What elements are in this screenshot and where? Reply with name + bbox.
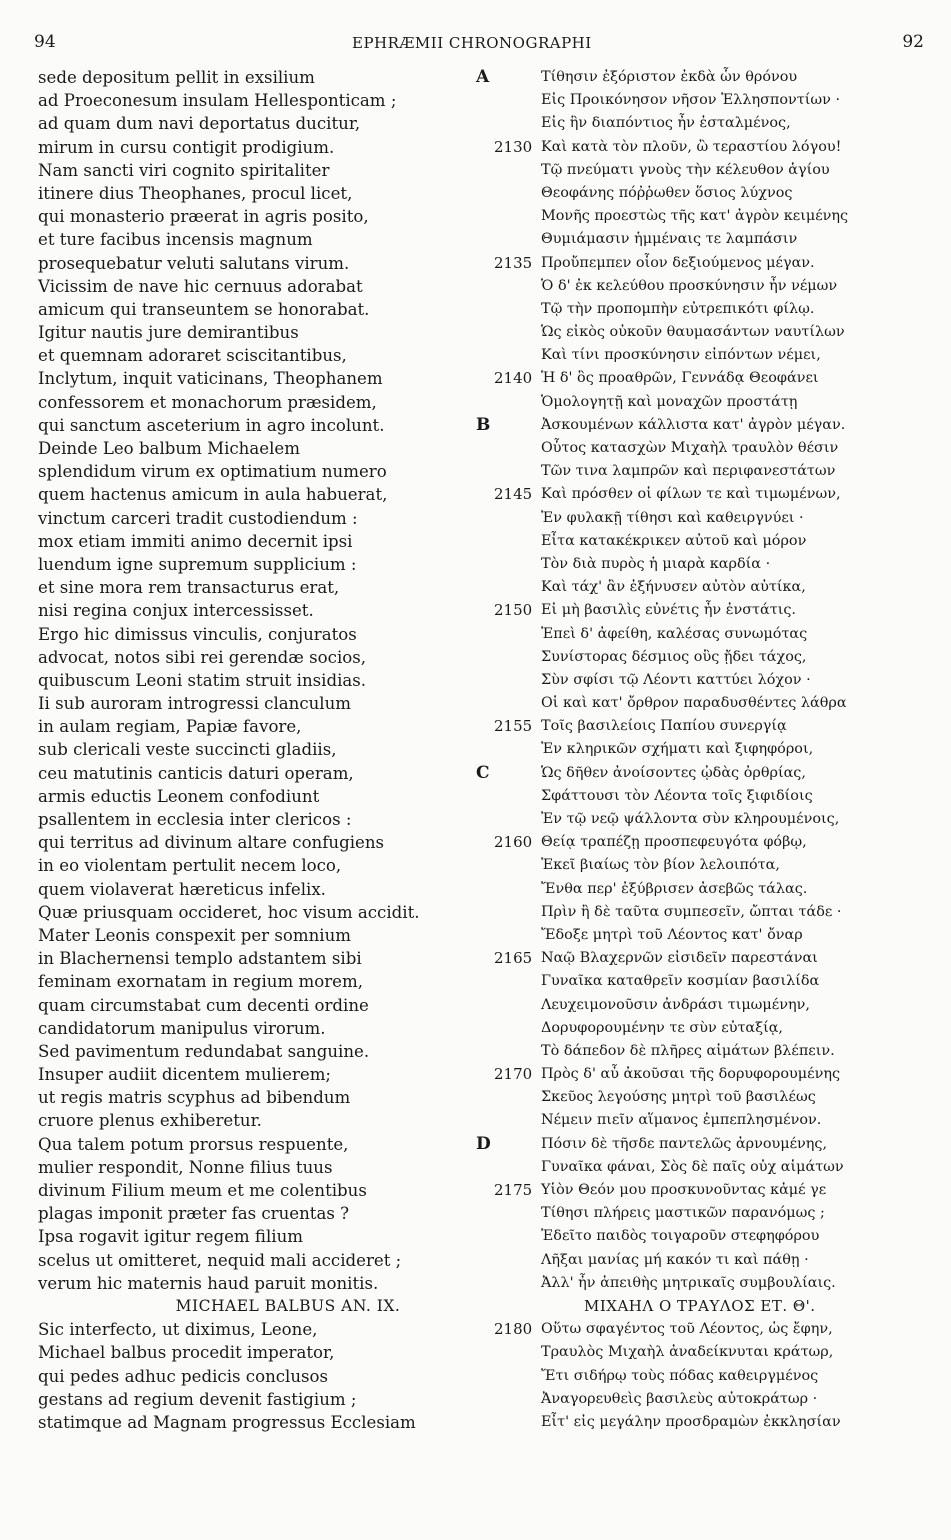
greek-verse-text: Εἶτα κατακέκρικεν αὐτοῦ καὶ μόρον <box>541 532 807 549</box>
latin-line: et ture facibus incensis magnum <box>38 230 313 250</box>
greek-verse-text: Ἐδεῖτο παιδὸς τοιγαροῦν στεφηφόρου <box>541 1228 820 1245</box>
greek-line <box>494 437 934 460</box>
latin-line: Qua talem potum prorsus respuente, <box>38 1134 349 1154</box>
greek-verse-text: Ἔτι σιδήρῳ τοὺς πόδας καθειργμένος <box>541 1367 819 1384</box>
greek-verse-text: Ἀσκουμένων κάλλιστα κατ' ἀγρὸν μέγαν. <box>541 416 846 433</box>
latin-line: prosequebatur veluti salutans virum. <box>38 253 350 273</box>
greek-line <box>494 1156 934 1179</box>
latin-line: qui territus ad divinum altare confugiens <box>38 833 385 853</box>
greek-verse-text: Ἐπεὶ δ' ἀφείθη, καλέσας συνωμότας <box>541 625 808 642</box>
greek-verse-text: Ἀναγορευθεὶς βασιλεὺς αὐτοκράτωρ · <box>541 1390 818 1407</box>
greek-line <box>494 901 934 924</box>
greek-verse-text: Σκεῦος λεγούσης μητρὶ τοῦ βασιλέως <box>541 1089 816 1106</box>
greek-verse-text: Ἀλλ' ἦν ἀπειθὴς μητρικαῖς συμβουλίαις. <box>541 1274 836 1291</box>
latin-line: quam circumstabat cum decenti ordine <box>38 995 369 1015</box>
latin-line: ad quam dum navi deportatus ducitur, <box>38 114 361 134</box>
latin-line: statimque ad Magnam progressus Ecclesiam <box>38 1412 416 1432</box>
greek-line <box>494 970 934 993</box>
greek-line <box>494 1388 934 1411</box>
greek-verse-text: Καὶ πρόσθεν οἱ φίλων τε καὶ τιμωμένων, <box>541 486 841 503</box>
latin-line: mox etiam immiti animo decernit ipsi <box>38 531 353 551</box>
greek-verse-text: Πόσιν δὲ τῆσδε παντελῶς ἀρνουμένης, <box>541 1135 828 1152</box>
greek-verse-text: Λευχειμονοῦσιν ἀνδράσι τιμωμένην, <box>541 996 810 1013</box>
greek-line <box>494 831 934 854</box>
greek-line <box>476 1133 934 1156</box>
running-title: EPHRÆMII CHRONOGRAPHI <box>352 34 592 52</box>
greek-line <box>494 275 934 298</box>
margin-letter: C <box>476 762 490 783</box>
greek-line <box>494 994 934 1017</box>
latin-line: Ergo hic dimissus vinculis, conjuratos <box>38 624 357 644</box>
greek-line <box>494 947 934 970</box>
latin-line: Vicissim de nave hic cernuus adorabat <box>38 276 363 296</box>
latin-line: psallentem in ecclesia inter clericos : <box>38 810 352 829</box>
latin-line: quem violaverat hæreticus infelix. <box>38 879 326 899</box>
greek-line <box>494 715 934 738</box>
greek-verse-text: Καὶ τάχ' ἂν ἐξήνυσεν αὐτὸν αὐτίκα, <box>541 579 806 596</box>
latin-line: in aulam regiam, Papiæ favore, <box>38 717 302 737</box>
greek-line <box>494 159 934 182</box>
latin-line: Inclytum, inquit vaticinans, Theophanem <box>38 369 383 389</box>
greek-line <box>494 1202 934 1225</box>
margin-letter: D <box>476 1133 491 1154</box>
greek-line <box>494 1411 934 1434</box>
greek-line <box>494 1365 934 1388</box>
line-number: 2160 <box>494 833 533 852</box>
greek-line <box>494 367 934 390</box>
greek-line <box>494 553 934 576</box>
greek-verse-text: Ἐκεῖ βιαίως τὸν βίον λελοιπότα, <box>541 857 780 874</box>
greek-verse-text: Εἰ μὴ βασιλὶς εὐνέτις ἦν ἐνστάτις. <box>541 602 796 619</box>
latin-line: advocat, notos sibi rei gerendæ socios, <box>38 647 367 667</box>
latin-line: ad Proeconesum insulam Hellesponticam ; <box>38 91 397 111</box>
greek-line <box>494 136 934 159</box>
latin-line: Ipsa rogavit igitur regem filium <box>38 1227 304 1247</box>
greek-verse-text: Οὕτω σφαγέντος τοῦ Λέοντος, ὡς ἔφην, <box>541 1321 833 1338</box>
greek-verse-text: Τίθησιν ἐξόριστον ἐκδὰ ὧν θρόνου <box>541 69 798 85</box>
greek-line <box>494 182 934 205</box>
greek-column <box>476 66 934 1434</box>
greek-verse-text: Δορυφορουμένην τε σὺν εὐταξίᾳ, <box>541 1019 784 1036</box>
greek-line <box>494 1063 934 1086</box>
greek-verse-text: Τῷ πνεύματι γνοὺς τὴν κέλευθον ἁγίου <box>541 161 830 178</box>
greek-verse-text: Πρὶν ἢ δὲ ταῦτα συμπεσεῖν, ὤπται τάδε · <box>541 903 842 920</box>
greek-line <box>494 808 934 831</box>
greek-line <box>494 1017 934 1040</box>
latin-line: Sed pavimentum redundabat sanguine. <box>38 1041 370 1061</box>
greek-verse-text: Τὸν διὰ πυρὸς ἡ μιαρὰ καρδία · <box>541 555 771 572</box>
greek-verse-text: Ὡς εἰκὸς οὐκοῦν θαυμασάντων ναυτίλων <box>541 324 845 341</box>
latin-line: Mater Leonis conspexit per somnium <box>38 925 352 945</box>
greek-line <box>494 321 934 344</box>
greek-verse-text: Τῷ τὴν προπομπὴν εὐτρεπικότι φίλῳ. <box>541 300 815 317</box>
greek-verse-text: Ἡ δ' ὃς προαθρῶν, Γεννάδᾳ Θεοφάνει <box>541 370 819 387</box>
latin-line: Sic interfecto, ut diximus, Leone, <box>38 1320 318 1340</box>
greek-verse-text: Τὸ δάπεδον δὲ πλῆρες αἱμάτων βλέπειν. <box>541 1042 835 1059</box>
line-number: 2130 <box>494 137 533 156</box>
greek-line <box>494 1341 934 1364</box>
greek-verse-text: Προὔπεμπεν οἷον δεξιούμενος μέγαν. <box>541 254 815 271</box>
greek-verse-text: Ὡς δῆθεν ἀνοίσοντες ᾠδὰς ὀρθρίας, <box>541 764 806 781</box>
latin-line: ceu matutinis canticis daturi operam, <box>38 763 354 783</box>
latin-line: Deinde Leo balbum Michaelem <box>38 439 300 458</box>
greek-verse-text: Εἶτ' εἰς μεγάλην προσδραμὼν ἐκκλησίαν <box>541 1413 841 1430</box>
greek-verse-text: Λῆξαι μανίας μή κακόν τι καὶ πάθῃ · <box>541 1251 809 1268</box>
greek-verse-text: Υἱὸν Θεόν μου προσκυνοῦντας κἀμέ γε <box>541 1182 827 1198</box>
greek-verse-text: Οὗτος κατασχὼν Μιχαὴλ τραυλὸν θέσιν <box>541 440 839 456</box>
greek-line <box>494 205 934 228</box>
latin-line: Quæ priusquam occideret, hoc visum accidit. <box>38 902 420 922</box>
page-header <box>34 32 924 56</box>
greek-verse-text: Ἔδοξε μητρὶ τοῦ Λέοντος κατ' ὄναρ <box>541 926 803 943</box>
latin-line: amicum qui transeuntem se honorabat. <box>38 299 370 319</box>
line-number: 2155 <box>494 717 533 736</box>
line-number: 2135 <box>494 253 533 272</box>
latin-line: sede depositum pellit in exsilium <box>38 68 315 87</box>
greek-verse-text: Εἰς ἣν διαπόντιος ἦν ἐσταλμένος, <box>541 115 791 132</box>
latin-line: Insuper audiit dicentem mulierem; <box>38 1065 332 1085</box>
greek-line <box>476 762 934 785</box>
greek-line <box>494 692 934 715</box>
greek-verse-text: ΜΙΧΑΗΛ Ο ΤΡΑΥΛΟΣ ΕΤ. Θ'. <box>584 1296 816 1315</box>
greek-line <box>494 507 934 530</box>
latin-line: splendidum virum ex optimatium numero <box>38 462 387 482</box>
line-number: 2170 <box>494 1065 533 1084</box>
latin-line: mulier respondit, Nonne filius tuus <box>38 1157 333 1177</box>
greek-line <box>494 391 934 414</box>
greek-line <box>494 576 934 599</box>
latin-line: Igitur nautis jure demirantibus <box>38 323 299 343</box>
greek-line <box>476 66 934 89</box>
latin-line: sub clericali veste succincti gladiis, <box>38 740 337 760</box>
greek-verse-text: Ὁμολογητῇ καὶ μοναχῶν προστάτῃ <box>541 393 798 410</box>
greek-line <box>494 1109 934 1132</box>
line-number: 2145 <box>494 485 533 504</box>
greek-line <box>494 1249 934 1272</box>
line-number: 2175 <box>494 1181 533 1199</box>
greek-line <box>494 646 934 669</box>
greek-line <box>494 669 934 692</box>
margin-letter: B <box>476 414 491 435</box>
greek-verse-text: Τραυλὸς Μιχαὴλ ἀναδείκνυται κράτωρ, <box>541 1344 834 1361</box>
greek-verse-text: Εἰς Προικόνησον νῆσον Ἑλλησποντίων · <box>541 92 841 109</box>
latin-line: vinctum carceri tradit custodiendum : <box>38 508 358 528</box>
greek-line <box>494 1086 934 1109</box>
greek-line <box>494 112 934 135</box>
page-number-left: 94 <box>34 32 56 52</box>
greek-line <box>494 1225 934 1248</box>
latin-line: in Blachernensi templo adstantem sibi <box>38 949 362 969</box>
greek-line <box>494 228 934 251</box>
greek-verse-text: Συνίστορας δέσμιος οὓς ᾔδει τάχος, <box>541 648 807 665</box>
latin-line: armis eductis Leonem confodiunt <box>38 786 320 806</box>
line-number: 2180 <box>494 1320 533 1339</box>
latin-line: mirum in cursu contigit prodigium. <box>38 137 335 157</box>
latin-line: et quemnam adoraret sciscitantibus, <box>38 346 347 366</box>
latin-line: luendum igne supremum supplicium : <box>38 554 357 574</box>
latin-line: Ii sub auroram introgressi clanculum <box>38 694 352 714</box>
greek-verse-text: Μονῆς προεστὼς τῆς κατ' ἀγρὸν κειμένης <box>541 208 849 225</box>
greek-line <box>494 623 934 646</box>
greek-line <box>494 252 934 275</box>
greek-verse-text: Ναῷ Βλαχερνῶν εἰσιδεῖν παρεστάναι <box>541 950 818 967</box>
greek-line <box>494 1272 934 1295</box>
latin-line: confessorem et monachorum præsidem, <box>38 392 377 412</box>
latin-line: quem hactenus amicum in aula habuerat, <box>38 485 388 505</box>
latin-line: Nam sancti viri cognito spiritaliter <box>38 160 330 180</box>
greek-verse-text: Σὺν σφίσι τῷ Λέοντι καττύει λόχον · <box>541 671 811 688</box>
latin-line: ut regis matris scyphus ad bibendum <box>38 1088 351 1108</box>
page-number-right: 92 <box>902 32 924 52</box>
latin-line: candidatorum manipulus virorum. <box>38 1018 326 1038</box>
latin-column <box>38 66 468 1434</box>
greek-line <box>494 878 934 901</box>
greek-verse-text: Σφάττουσι τὸν Λέοντα τοῖς ξιφιδίοις <box>541 787 813 804</box>
greek-verse-text: Ἔνθα περ' ἐξύβρισεν ἀσεβῶς τάλας. <box>541 880 808 897</box>
latin-line: gestans ad regium devenit fastigium ; <box>38 1389 357 1409</box>
greek-verse-text: Ἐν τῷ νεῷ ψάλλοντα σὺν κληρουμένοις, <box>541 811 840 827</box>
greek-line <box>494 460 934 483</box>
latin-line: et sine mora rem transacturus erat, <box>38 578 340 598</box>
latin-line: scelus ut omitteret, nequid mali accideret ; <box>38 1250 402 1270</box>
latin-line: divinum Filium meum et me colentibus <box>38 1181 367 1200</box>
greek-line <box>494 530 934 553</box>
latin-line: qui sanctum asceterium in agro incolunt. <box>38 415 385 435</box>
greek-line <box>494 785 934 808</box>
greek-line <box>494 1179 934 1202</box>
greek-verse-text: Γυναῖκα φάναι, Σὸς δὲ παῖς οὐχ αἱμάτων <box>541 1158 844 1175</box>
latin-line: qui monasterio præerat in agris posito, <box>38 207 369 227</box>
latin-line: qui pedes adhuc pedicis conclusos <box>38 1366 329 1386</box>
greek-line <box>494 298 934 321</box>
greek-verse-text: Ὁ δ' ἐκ κελεύθου προσκύνησιν ἦν νέμων <box>541 277 838 294</box>
greek-line <box>494 89 934 112</box>
greek-verse-text: Οἱ καὶ κατ' ὄρθρον παραδυσθέντες λάθρα <box>541 695 847 712</box>
margin-letter: A <box>476 67 490 87</box>
latin-line: in eo violentam pertulit necem loco, <box>38 856 342 876</box>
latin-line: quibuscum Leoni statim struit insidias. <box>38 670 367 690</box>
greek-verse-text: Θεοφάνης πόῤῥωθεν ὅσιος λύχνος <box>541 184 793 201</box>
latin-line: nisi regina conjux intercessisset. <box>38 601 314 621</box>
greek-line <box>494 344 934 367</box>
greek-line <box>494 924 934 947</box>
greek-verse-text: Ἐν κληρικῶν σχήματι καὶ ξιφηφόροι, <box>541 741 814 758</box>
latin-line: verum hic maternis haud paruit monitis. <box>38 1273 379 1293</box>
greek-verse-text: Πρὸς δ' αὖ ἀκοῦσαι τῆς δορυφορουμένης <box>541 1066 841 1083</box>
section-heading-latin: MICHAEL BALBUS AN. IX. <box>175 1296 401 1315</box>
greek-line <box>494 1318 934 1341</box>
line-number: 2165 <box>494 949 533 968</box>
latin-line: feminam exornatam in regium morem, <box>38 972 363 992</box>
greek-verse-text: Τοῖς βασιλείοις Παπίου συνεργίᾳ <box>541 718 787 735</box>
greek-verse-text: Τίθησι πλήρεις μαστικῶν παρανόμως ; <box>541 1205 825 1222</box>
greek-line <box>494 1040 934 1063</box>
latin-line: cruore plenus exhiberetur. <box>38 1111 262 1131</box>
greek-line <box>494 854 934 877</box>
greek-verse-text: Ἐν φυλακῇ τίθησι καὶ καθειργνύει · <box>541 509 804 526</box>
greek-line <box>494 483 934 506</box>
greek-verse-text: Νέμειν πιεῖν αἵμανος ἐμπεπλησμένον. <box>541 1112 822 1129</box>
greek-verse-text: Καὶ κατὰ τὸν πλοῦν, ὢ τεραστίου λόγου! <box>541 138 842 155</box>
greek-verse-text: Καὶ τίνι προσκύνησιν εἰπόντων νέμει, <box>541 347 821 364</box>
greek-verse-text: Γυναῖκα καταθρεῖν κοσμίαν βασιλίδα <box>541 973 820 990</box>
section-heading-greek <box>494 1295 934 1318</box>
line-number: 2150 <box>494 601 533 620</box>
greek-line <box>494 599 934 622</box>
greek-line <box>494 738 934 761</box>
greek-verse-text: Τῶν τινα λαμπρῶν καὶ περιφανεστάτων <box>541 463 836 480</box>
greek-verse-text: Θυμιάμασιν ἡμμέναις τε λαμπάσιν <box>541 231 798 248</box>
greek-line <box>476 414 934 437</box>
greek-verse-text: Θείᾳ τραπέζῃ προσπεφευγότα φόβῳ, <box>541 834 807 851</box>
latin-line: Michael balbus procedit imperator, <box>38 1343 335 1363</box>
line-number: 2140 <box>494 369 533 388</box>
latin-line: plagas imponit præter fas cruentas ? <box>38 1204 350 1224</box>
latin-line: itinere dius Theophanes, procul licet, <box>38 183 353 203</box>
